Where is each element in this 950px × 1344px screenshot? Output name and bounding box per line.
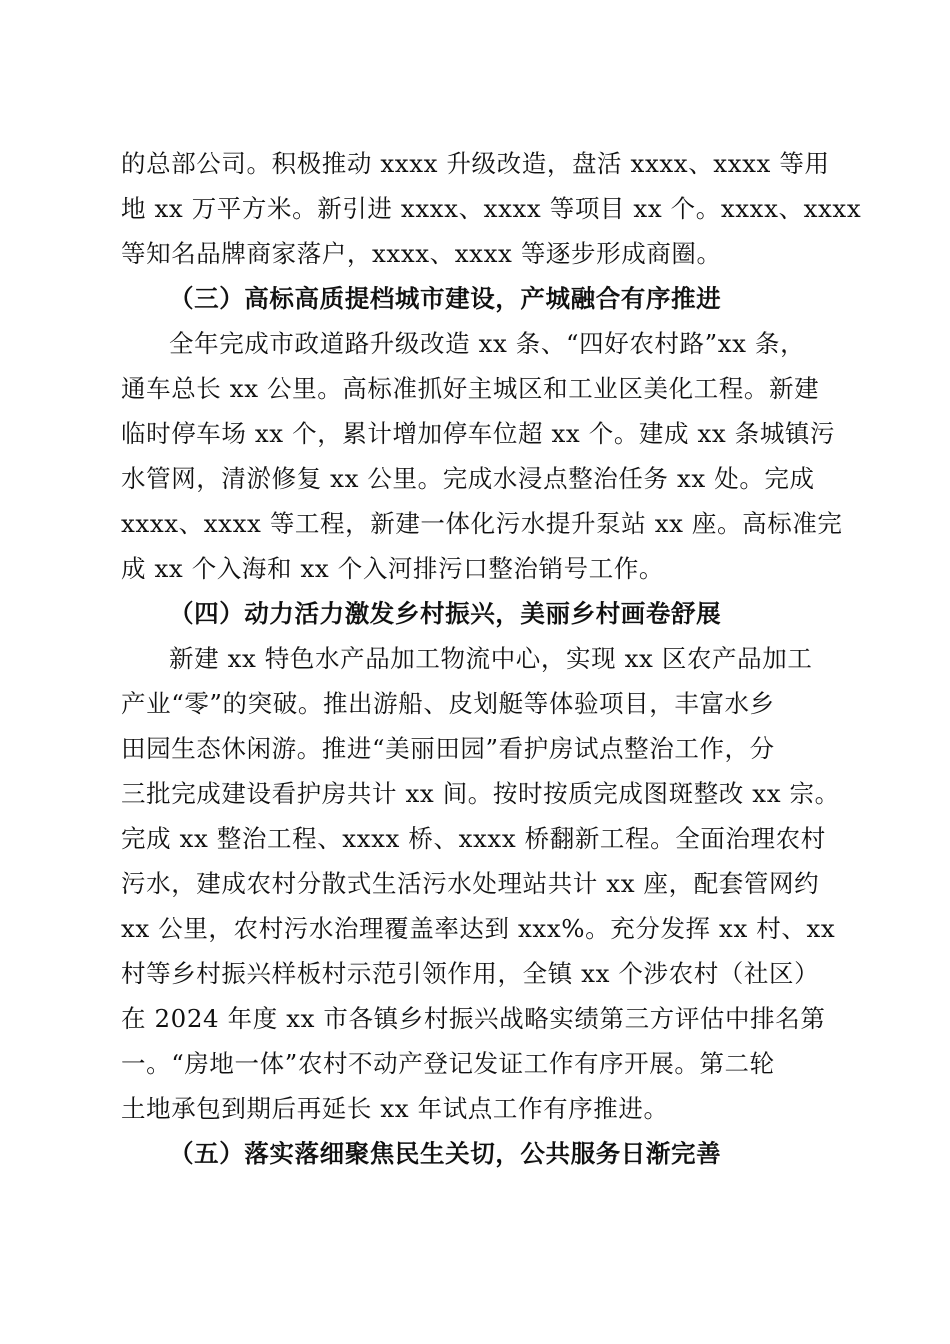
paragraph-line: 成 xx 个入海和 xx 个入河排污口整治销号工作。 xyxy=(121,554,665,583)
paragraph-line: 村等乡村振兴样板村示范引领作用，全镇 xx 个涉农村（社区） xyxy=(121,959,820,988)
section-heading-3: （三）高标高质提档城市建设，产城融合有序推进 xyxy=(169,284,722,313)
paragraph-line: 一。“房地一体”农村不动产登记发证工作有序开展。第二轮 xyxy=(121,1049,775,1078)
paragraph-line: 三批完成建设看护房共计 xx 间。按时按质完成图斑整改 xx 宗。 xyxy=(121,779,840,808)
paragraph-line: 完成 xx 整治工程、xxxx 桥、xxxx 桥翻新工程。全面治理农村 xyxy=(121,824,826,853)
paragraph-line: 全年完成市政道路升级改造 xx 条、“四好农村路”xx 条， xyxy=(169,329,806,358)
paragraph-line: 在 2024 年度 xx 市各镇乡村振兴战略实绩第三方评估中排名第 xyxy=(121,1004,826,1033)
paragraph-line: 等知名品牌商家落户，xxxx、xxxx 等逐步形成商圈。 xyxy=(121,239,722,268)
paragraph-line: 土地承包到期后再延长 xx 年试点工作有序推进。 xyxy=(121,1094,669,1123)
paragraph-line: 临时停车场 xx 个，累计增加停车位超 xx 个。建成 xx 条城镇污 xyxy=(121,419,836,448)
paragraph-line: 污水，建成农村分散式生活污水处理站共计 xx 座，配套管网约 xyxy=(121,869,820,898)
paragraph-line: 地 xx 万平方米。新引进 xxxx、xxxx 等项目 xx 个。xxxx、xxxx xyxy=(121,194,862,223)
paragraph-line: xx 公里，农村污水治理覆盖率达到 xxx%。充分发挥 xx 村、xx xyxy=(121,914,836,943)
paragraph-line: 通车总长 xx 公里。高标准抓好主城区和工业区美化工程。新建 xyxy=(121,374,820,403)
paragraph-line: 新建 xx 特色水产品加工物流中心，实现 xx 区农产品加工 xyxy=(169,644,813,673)
section-heading-5: （五）落实落细聚焦民生关切，公共服务日渐完善 xyxy=(169,1139,722,1168)
paragraph-line: xxxx、xxxx 等工程，新建一体化污水提升泵站 xx 座。高标准完 xyxy=(121,509,843,538)
paragraph-line: 水管网，清淤修复 xx 公里。完成水浸点整治任务 xx 处。完成 xyxy=(121,464,815,493)
paragraph-line: 的总部公司。积极推动 xxxx 升级改造，盘活 xxxx、xxxx 等用 xyxy=(121,149,830,178)
paragraph-line: 田园生态休闲游。推进“美丽田园”看护房试点整治工作，分 xyxy=(121,734,775,763)
section-heading-4: （四）动力活力激发乡村振兴，美丽乡村画卷舒展 xyxy=(169,599,722,628)
paragraph-line: 产业“零”的突破。推出游船、皮划艇等体验项目，丰富水乡 xyxy=(121,689,775,718)
